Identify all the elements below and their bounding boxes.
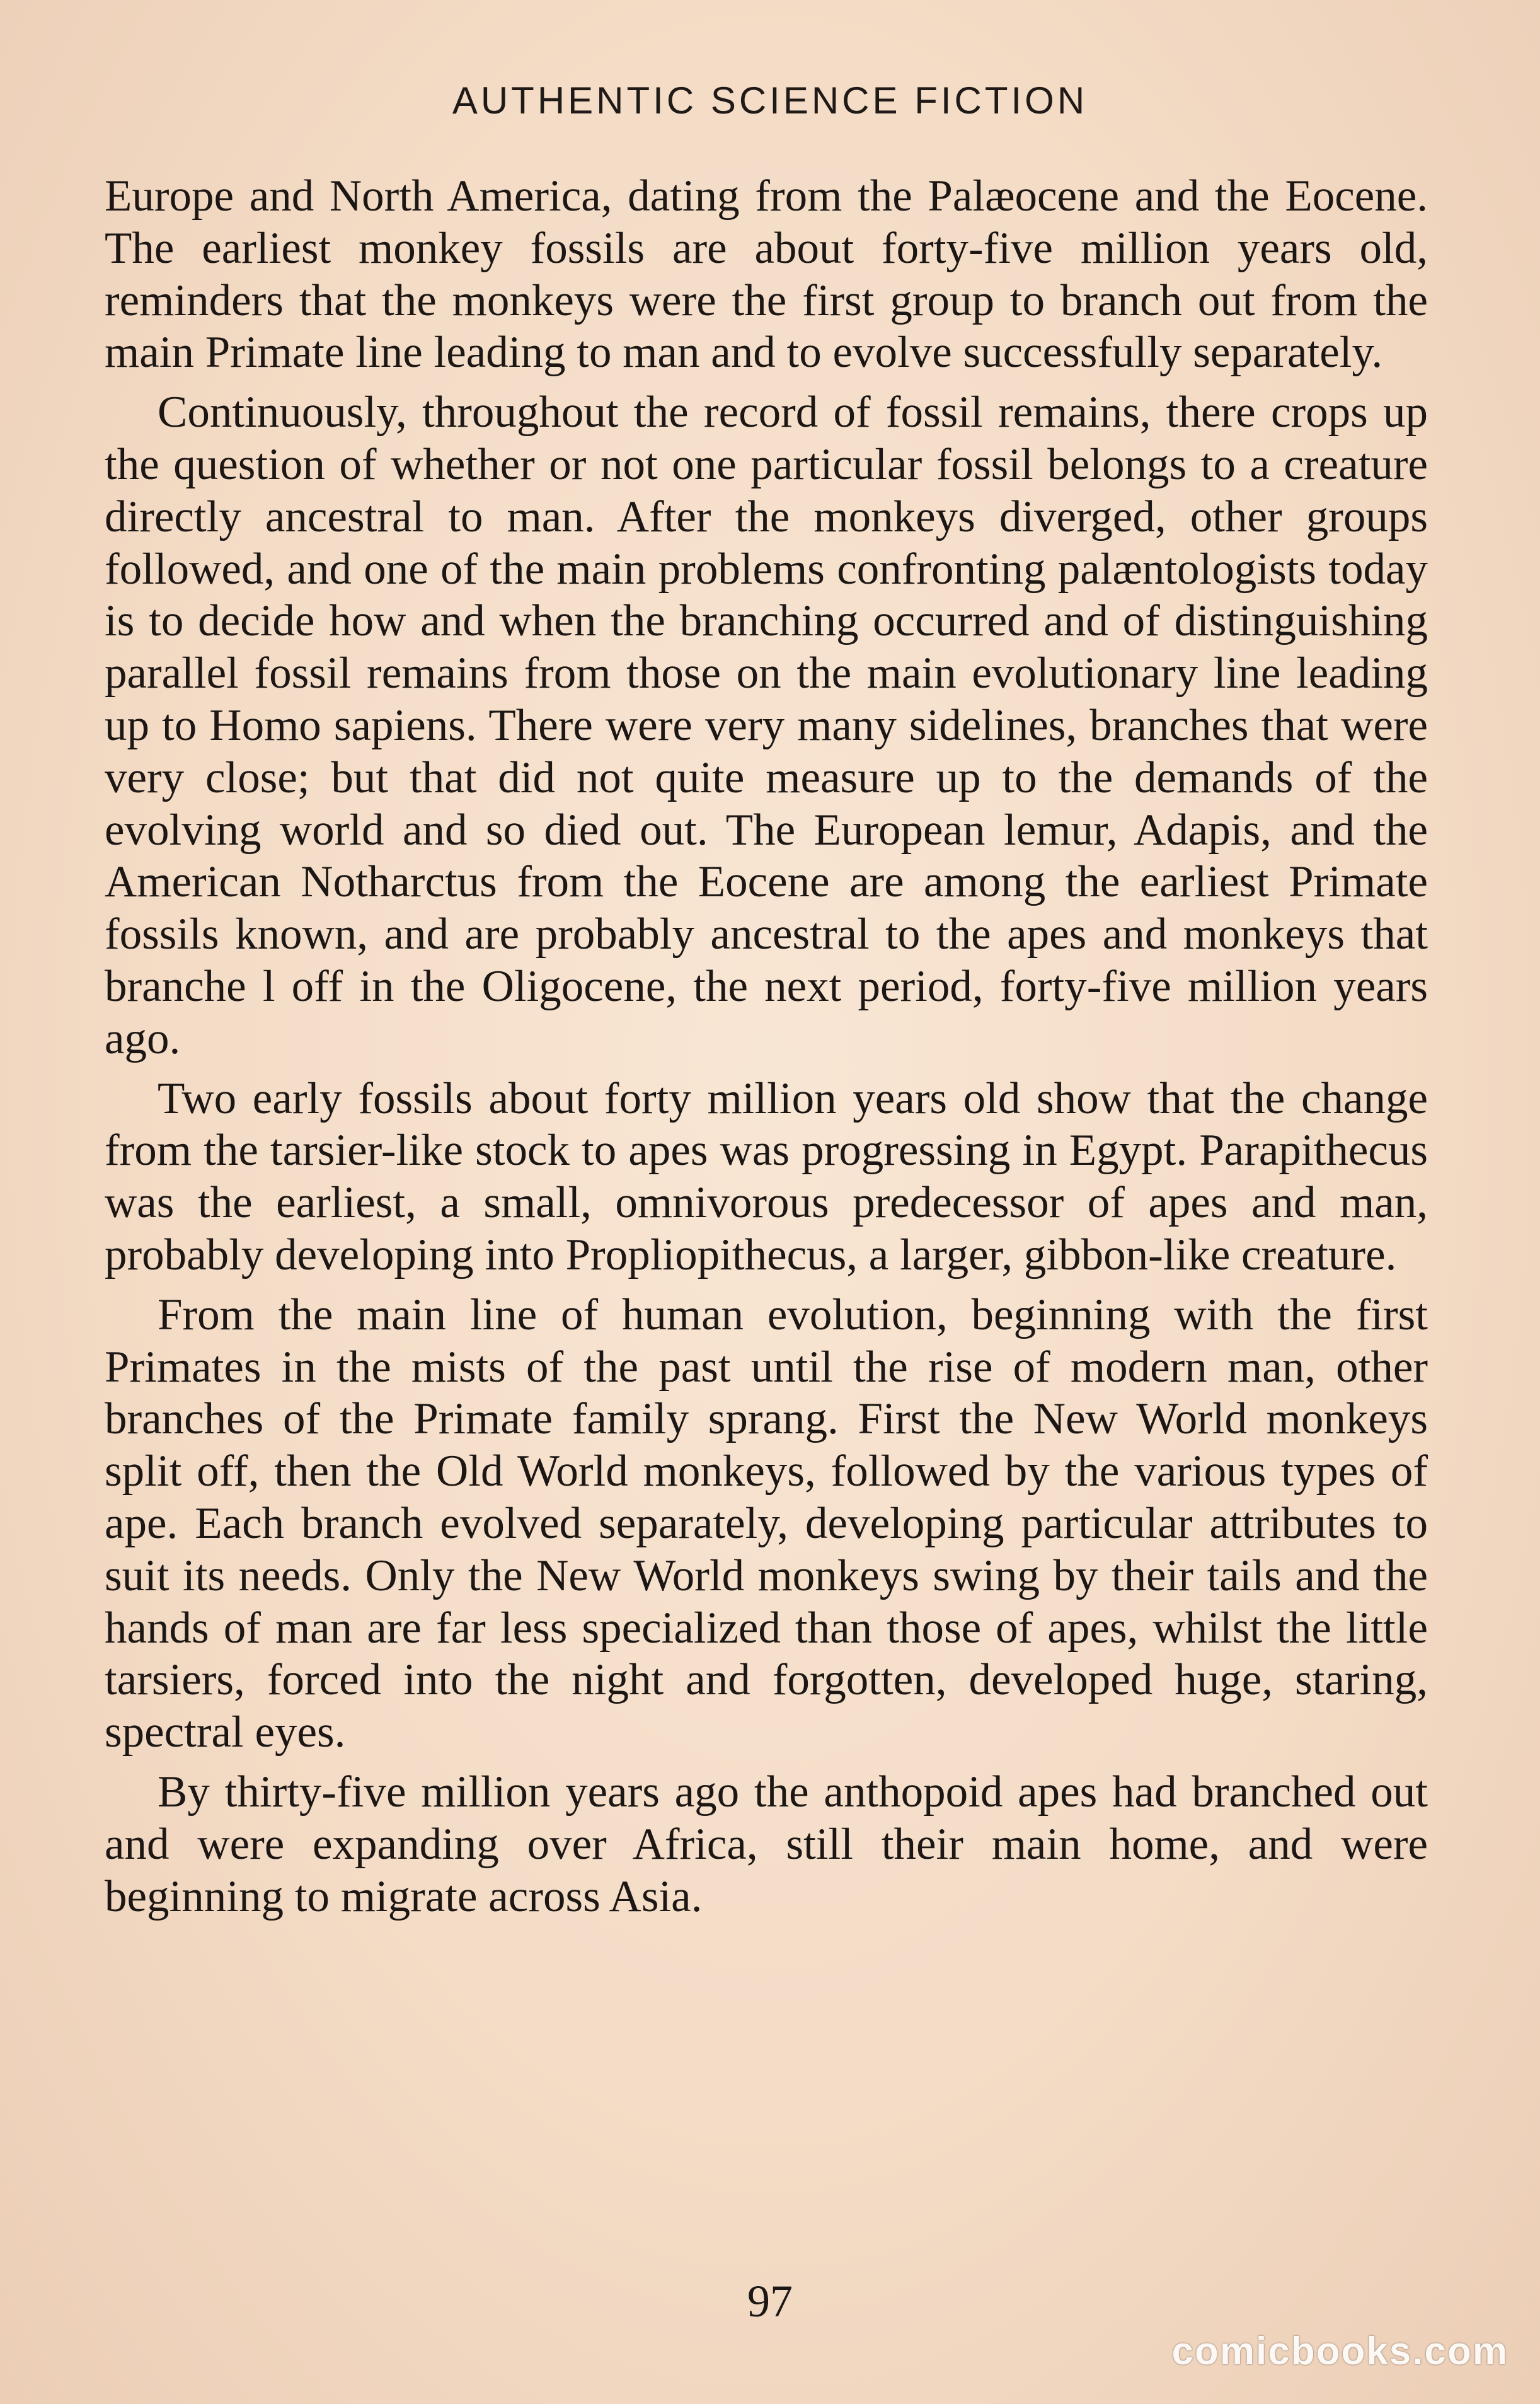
running-head: AUTHENTIC SCIENCE FICTION <box>452 79 1088 122</box>
paragraph-2: Continuously, throughout the record of fossil remains, there crops up the question of whether or not one particular fossil belongs to a creature directly ancestral to man. After the monkeys diverged, other groups followed, and one of the main problems confronting palæntologists today is to decide how and when the branching occurred and of distinguishing parallel fossil remains from those on the main evolutionary line leading up to Homo sapiens. There were very many sidelines, branches that were very close; but that did not quite measure up to the demands of the evolving world and so died out. The European lemur, Adapis, and the American Notharctus from the Eocene are among the earliest Primate fossils known, and are probably ancestral to the apes and monkeys that branche l off in the Oligocene, the next period, forty-five million years ago. <box>105 388 1428 1063</box>
paragraph-3: Two early fossils about forty million years old show that the change from the tarsier-like stock to apes was progressing in Egypt. Parapithecus was the earliest, a small, omnivorous predecessor of apes and man, probably developing into Propliopithecus, a larger, gibbon-like creature. <box>105 1073 1428 1280</box>
paragraph-5: By thirty-five million years ago the anthopoid apes had branched out and were expanding over Africa, still their main home, and were beginning to migrate across Asia. <box>105 1767 1428 1921</box>
page-number: 97 <box>747 2276 793 2326</box>
watermark: comicbooks.com <box>1171 2330 1508 2373</box>
paragraph-1: Europe and North America, dating from the Palæocene and the Eocene. The earliest monkey fossils are about forty-five million years old, reminders that the monkeys were the first group to branch out from the main Primate line leading to man and to evolve successfully separately. <box>105 171 1428 378</box>
paragraph-4: From the main line of human evolution, beginning with the first Primates in the mists of the past until the rise of modern man, other branches of the Primate family sprang. First the New World monkeys split off, then the Old World monkeys, followed by the various types of ape. Each branch evolved separately, developing particular attributes to suit its needs. Only the New World monkeys swing by their tails and the hands of man are far less specialized than those of apes, whilst the little tarsiers, forced into the night and forgotten, developed huge, staring, spectral eyes. <box>105 1290 1428 1757</box>
body-text <box>105 170 1428 1930</box>
